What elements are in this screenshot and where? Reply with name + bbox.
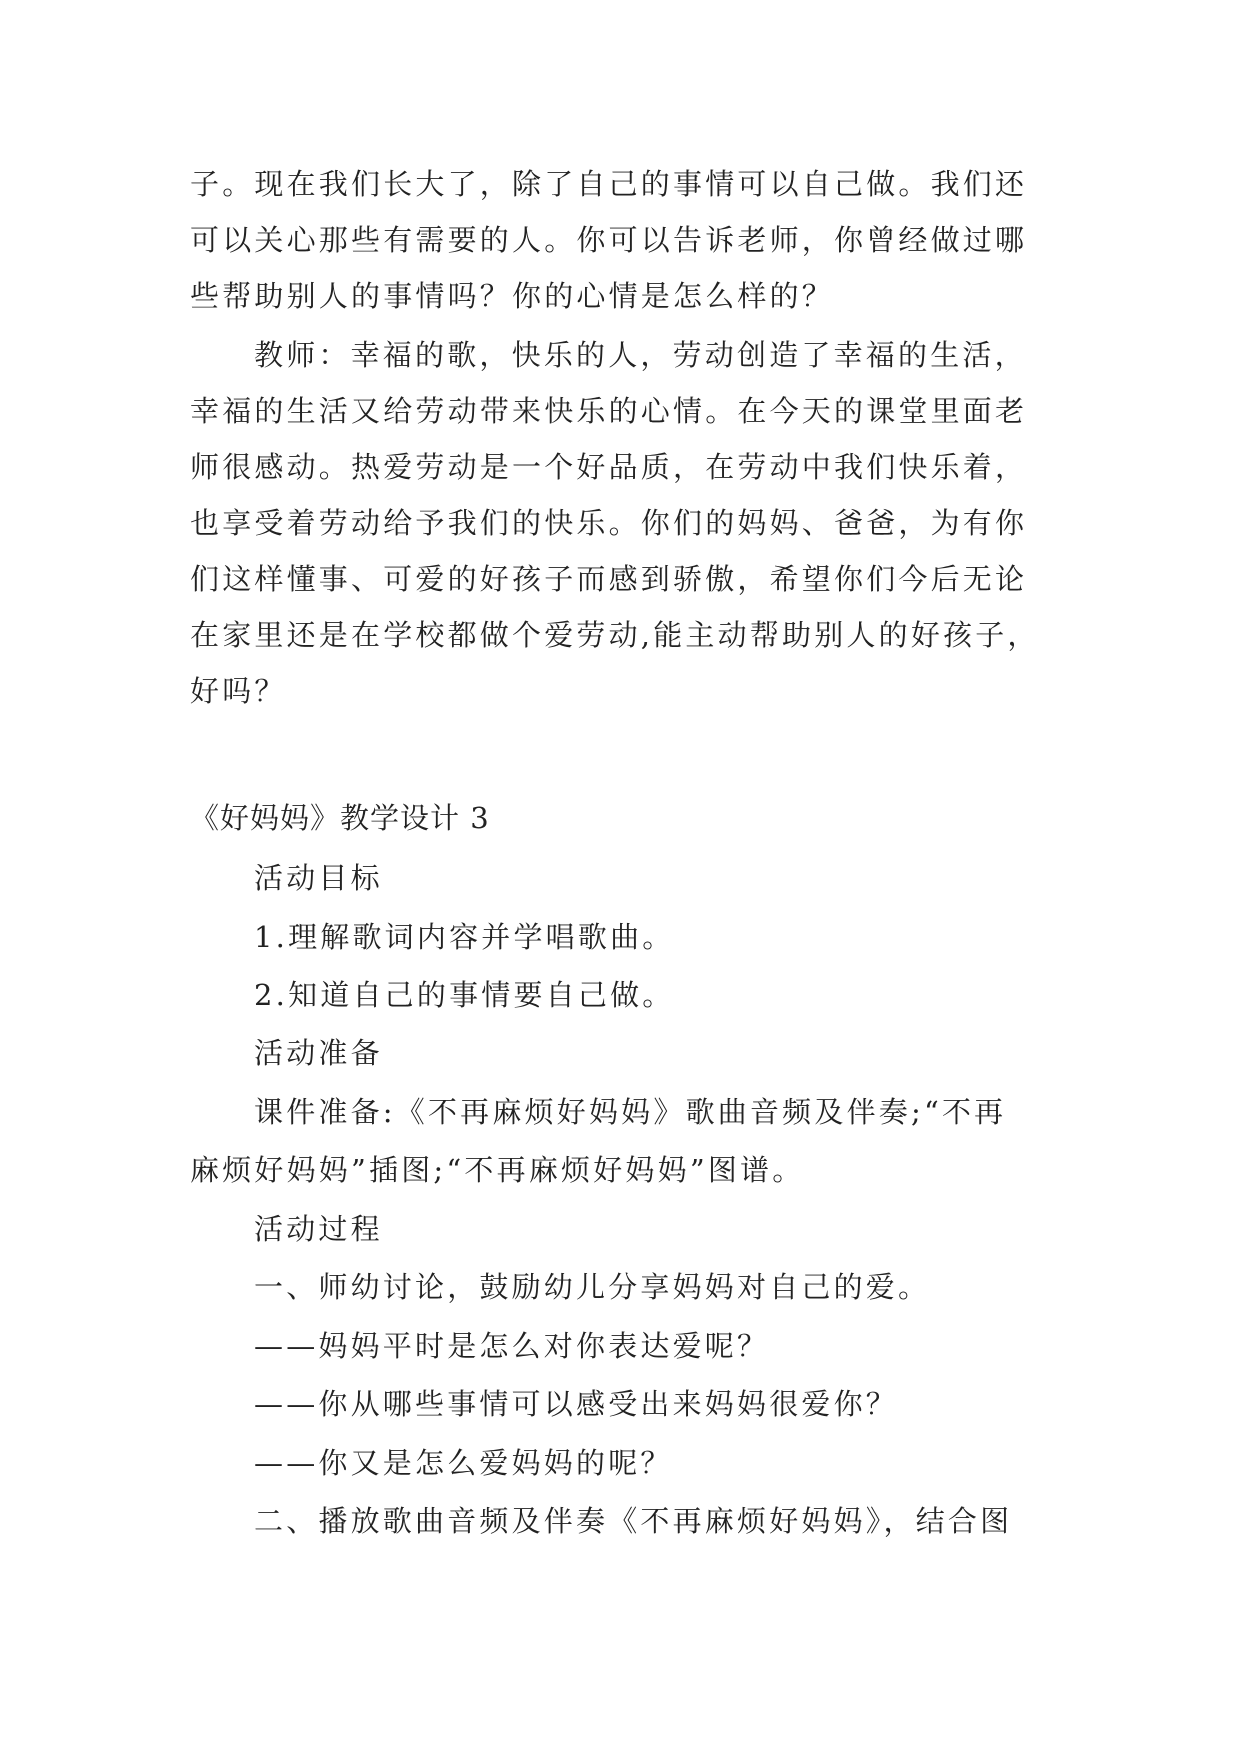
paragraph-line: 些帮助别人的事情吗？你的心情是怎么样的？ xyxy=(190,279,835,313)
paragraph-line: 可以关心那些有需要的人。你可以告诉老师，你曾经做过哪 xyxy=(190,223,1028,257)
paragraph-line: 子。现在我们长大了，除了自己的事情可以自己做。我们还 xyxy=(190,167,1028,201)
paragraph-line: 教师：幸福的歌，快乐的人，劳动创造了幸福的生活， xyxy=(254,338,1027,372)
list-item: 2.知道自己的事情要自己做。 xyxy=(254,978,675,1012)
question-line: ——妈妈平时是怎么对你表达爱呢？ xyxy=(254,1329,770,1363)
paragraph-line: 在家里还是在学校都做个爱劳动,能主动帮助别人的好孩子， xyxy=(190,618,1040,652)
paragraph-line: 幸福的生活又给劳动带来快乐的心情。在今天的课堂里面老 xyxy=(190,394,1028,428)
question-line: ——你从哪些事情可以感受出来妈妈很爱你？ xyxy=(254,1387,899,1421)
paragraph-line: 一、师幼讨论，鼓励幼儿分享妈妈对自己的爱。 xyxy=(254,1270,931,1304)
paragraph-line: 麻烦好妈妈”插图;“不再麻烦好妈妈”图谱。 xyxy=(190,1153,805,1187)
heading-objectives: 活动目标 xyxy=(254,861,383,895)
paragraph-line: 们这样懂事、可爱的好孩子而感到骄傲，希望你们今后无论 xyxy=(190,562,1028,596)
question-line: ——你又是怎么爱妈妈的呢？ xyxy=(254,1446,673,1480)
heading-preparation: 活动准备 xyxy=(254,1036,383,1070)
section-title: 《好妈妈》教学设计 3 xyxy=(190,801,490,835)
paragraph-line: 师很感动。热爱劳动是一个好品质，在劳动中我们快乐着， xyxy=(190,450,1028,484)
paragraph-line: 二、播放歌曲音频及伴奏《不再麻烦好妈妈》，结合图 xyxy=(254,1504,1013,1538)
heading-process: 活动过程 xyxy=(254,1212,383,1246)
paragraph-line: 好吗？ xyxy=(190,674,287,708)
paragraph-line: 也享受着劳动给予我们的快乐。你们的妈妈、爸爸，为有你 xyxy=(190,506,1028,540)
paragraph-line: 课件准备:《不再麻烦好妈妈》歌曲音频及伴奏;“不再 xyxy=(254,1095,1007,1129)
list-item: 1.理解歌词内容并学唱歌曲。 xyxy=(254,920,675,954)
